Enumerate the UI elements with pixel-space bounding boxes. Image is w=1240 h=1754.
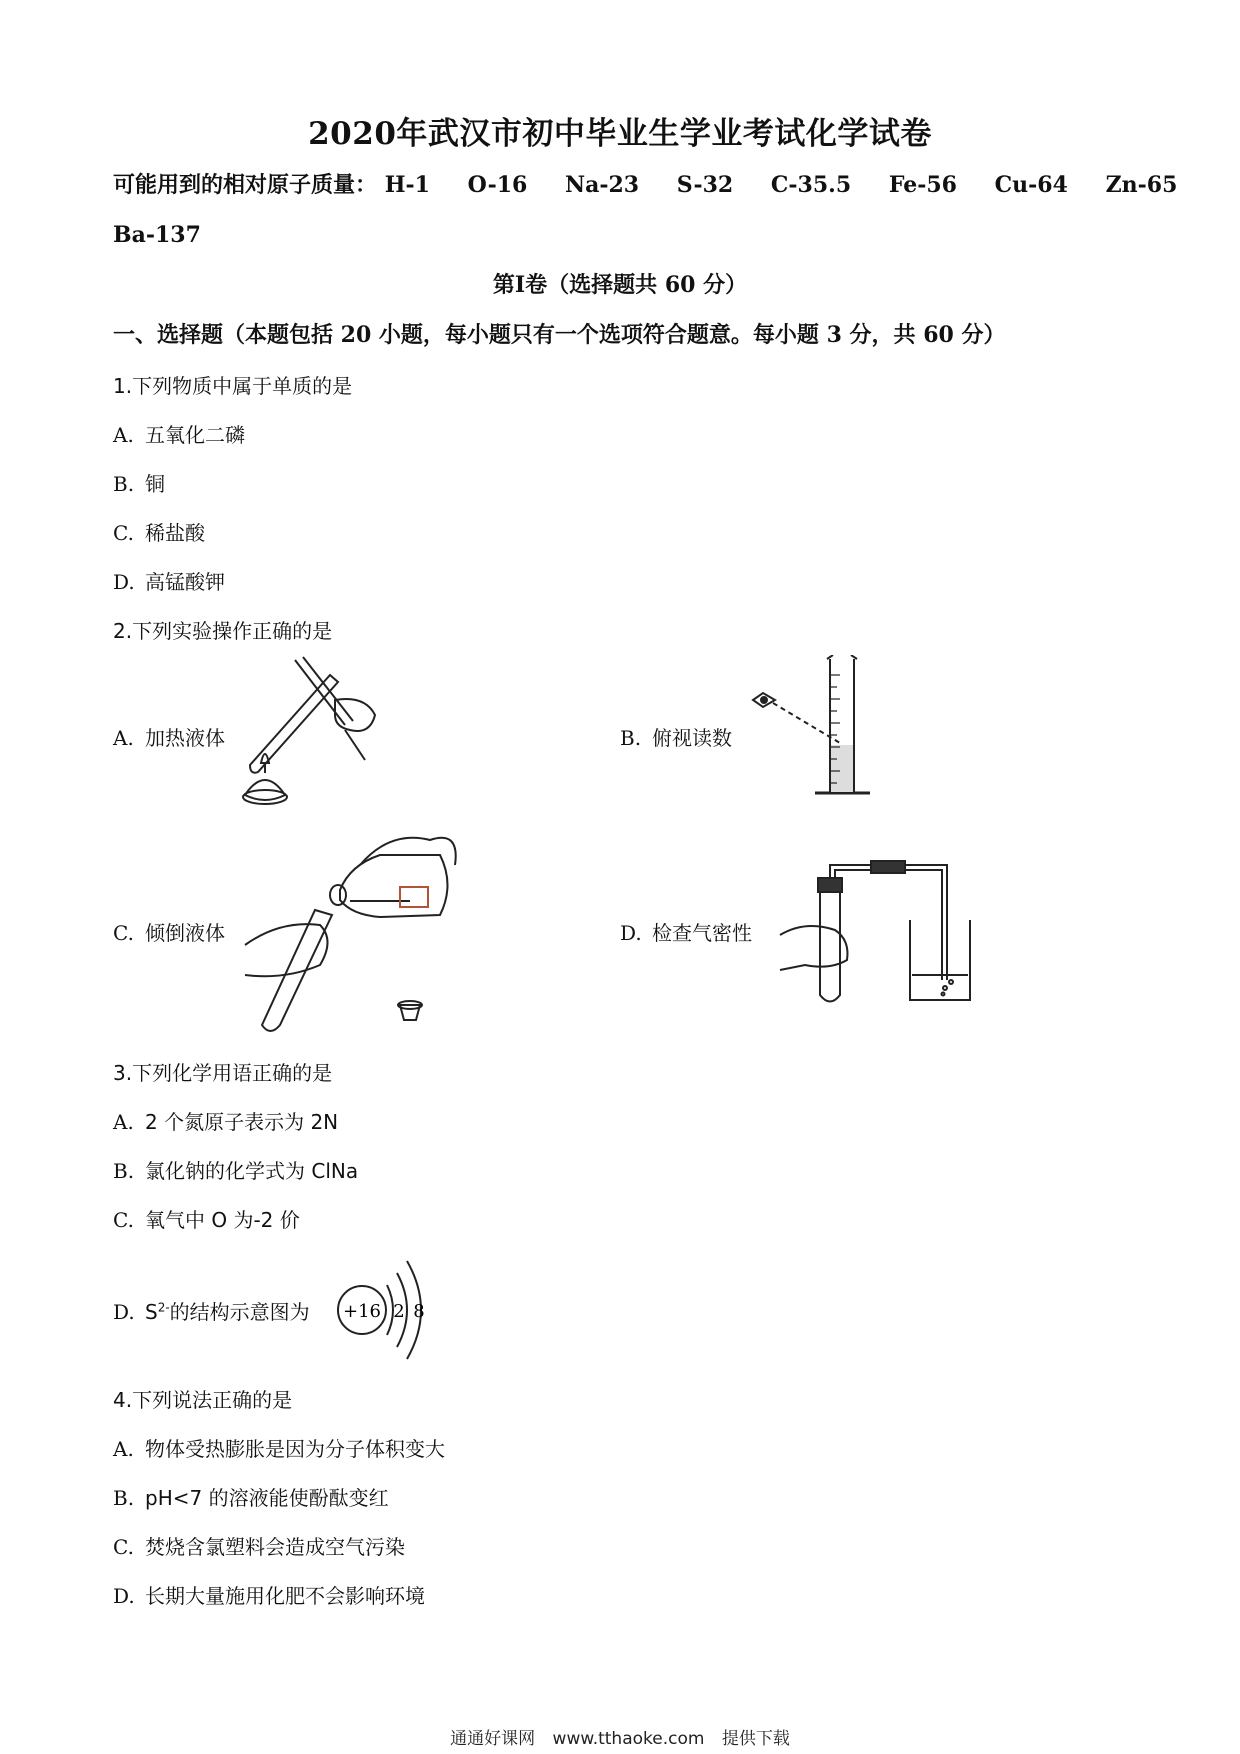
option-letter: D. [113,1584,135,1608]
shell-electron-count: 8 [413,1301,425,1322]
option-letter: C. [113,1208,134,1232]
footer-site-name: 通通好课网 [450,1729,536,1749]
option-text: 2 个氮原子表示为 2N [145,1110,339,1134]
atomic-mass-item: Ba-137 [113,222,201,248]
option [113,1482,389,1511]
atomic-mass-label: 可能用到的相对原子质量： [113,172,378,198]
question-stem: 4.下列说法正确的是 [113,1388,293,1412]
atomic-mass-item: H-1 [384,172,430,198]
option-text: pH<7 的溶液能使酚酞变红 [145,1486,389,1510]
page-footer [0,1724,1240,1749]
option-text: 物体受热膨胀是因为分子体积变大 [145,1437,445,1461]
shell-electron-count: 2 [393,1301,405,1322]
footer-note: 提供下载 [721,1729,790,1749]
option-letter: D. [620,921,642,945]
option-letter: D. [113,570,135,594]
option [113,1204,300,1233]
page-title: 2020年武汉市初中毕业生学业考试化学试卷 [308,116,932,152]
option [113,1580,425,1609]
option [113,1531,405,1560]
option-letter: B. [113,1486,135,1510]
option-text: 氧气中 O 为-2 价 [145,1208,300,1232]
option [113,566,225,595]
airtightness-check-figure [775,860,975,1010]
option-text: 铜 [145,472,165,496]
option-letter: A. [113,423,134,447]
option-text: 长期大量施用化肥不会影响环境 [145,1584,425,1608]
nucleus-charge: +16 [343,1301,381,1322]
option [620,722,732,751]
test-tube-icon [820,885,840,1002]
question-stem: 2.下列实验操作正确的是 [113,619,333,643]
footer-url[interactable]: www.tthaoke.com [552,1729,705,1749]
option-text: 五氧化二磷 [145,423,245,447]
option-letter: C. [113,521,134,545]
option [113,517,205,546]
option [113,1433,445,1462]
option-letter: C. [113,921,134,945]
option-text: 检查气密性 [652,921,752,945]
option-letter: B. [113,1159,135,1183]
question-stem: 1.下列物质中属于单质的是 [113,374,353,398]
option [113,722,225,751]
option-text: 焚烧含氯塑料会造成空气污染 [145,1535,405,1559]
option-text: 高锰酸钾 [145,570,225,594]
atomic-mass-item: C-35.5 [770,172,852,198]
atomic-mass-item: S-32 [676,172,734,198]
option-letter: D. [113,1300,135,1324]
option [113,1296,310,1325]
sulfide-ion-structure-diagram [335,1255,440,1365]
atomic-mass-line [113,168,1177,199]
option-text: 氯化钠的化学式为 ClNa [145,1159,359,1183]
heating-liquid-figure [235,655,395,815]
option-letter: A. [113,726,134,750]
graduated-cylinder-figure [745,655,885,805]
option-text: 倾倒液体 [145,921,225,945]
beaker-icon [910,920,970,1000]
question-stem: 3.下列化学用语正确的是 [113,1061,333,1085]
section-heading: 一、选择题（本题包括 20 小题，每小题只有一个选项符合题意。每小题 3 分，共 60 分） [113,322,1006,348]
reagent-bottle-icon [340,855,448,917]
option [113,419,245,448]
option-letter: A. [113,1437,134,1461]
option [113,1155,358,1184]
option-letter: A. [113,1110,134,1134]
atomic-mass-item: Na-23 [564,172,640,198]
ion-charge: 2- [157,1300,170,1315]
option-text: S [145,1300,158,1324]
atomic-mass-item: Fe-56 [888,172,957,198]
option-letter: B. [113,472,135,496]
option-text: 的结构示意图为 [169,1300,310,1324]
electron-shell-1 [387,1285,393,1335]
option [113,1106,338,1135]
option [620,917,752,946]
option [113,468,165,497]
option [113,917,225,946]
atomic-mass-item: Cu-64 [994,172,1068,198]
option-letter: B. [620,726,642,750]
pouring-liquid-figure [240,825,470,1040]
atomic-mass-item: O-16 [467,172,528,198]
option-text: 加热液体 [145,726,225,750]
option-text: 俯视读数 [652,726,732,750]
option-text: 稀盐酸 [145,521,205,545]
option-letter: C. [113,1535,134,1559]
volume-heading: 第Ⅰ卷（选择题共 60 分） [492,272,748,298]
atomic-mass-item: Zn-65 [1105,172,1178,198]
